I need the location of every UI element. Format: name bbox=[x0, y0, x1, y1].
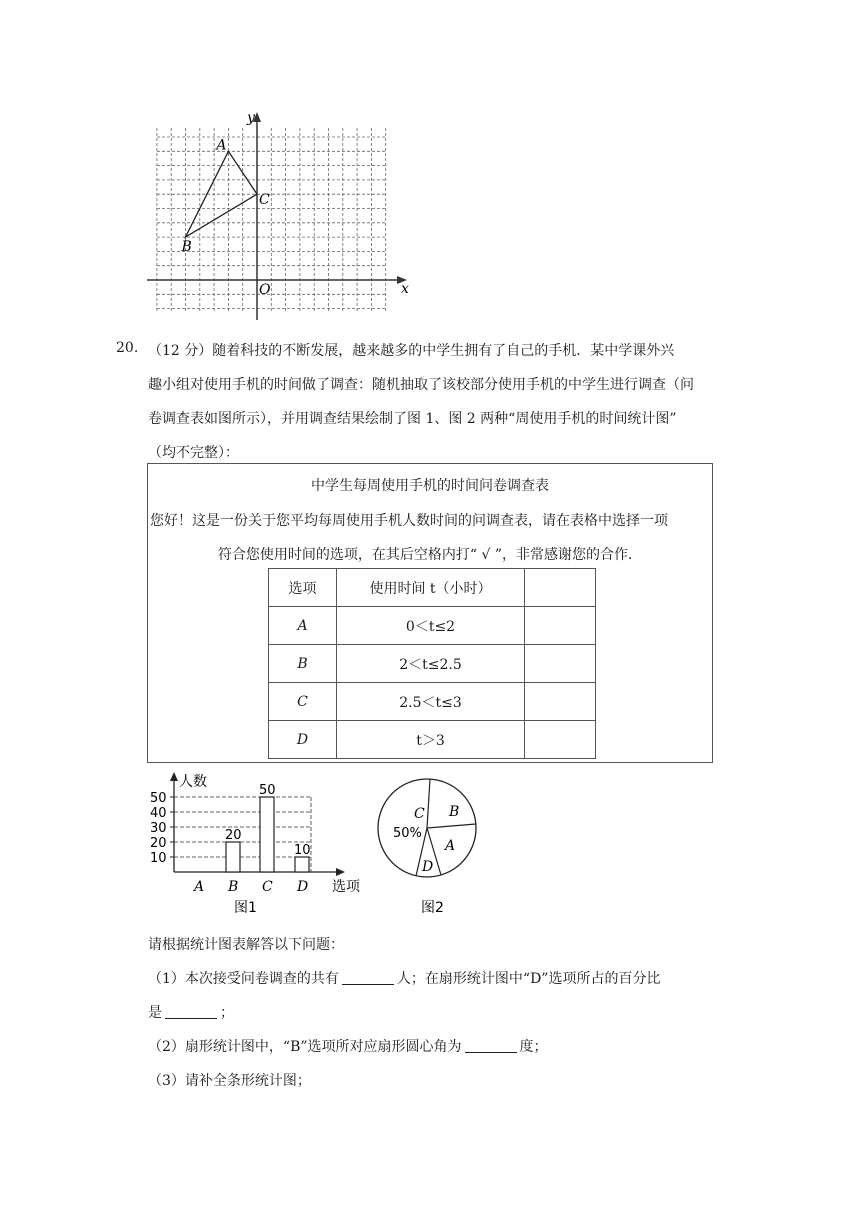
range-cell: 2＜t≤2.5 bbox=[337, 645, 525, 683]
option-cell: C bbox=[269, 683, 337, 721]
pie-divider-c-b bbox=[427, 779, 430, 828]
option-cell: A bbox=[269, 607, 337, 645]
survey-box bbox=[147, 463, 713, 763]
answer-blank-b-angle[interactable] bbox=[465, 1038, 517, 1053]
check-cell bbox=[525, 645, 596, 683]
bar-xlabel: 选项 bbox=[332, 879, 360, 895]
task-1-line-1 bbox=[148, 968, 660, 988]
bar-d bbox=[295, 857, 309, 872]
answer-blank-d-percent[interactable] bbox=[165, 1004, 217, 1019]
question-line-4: （均不完整）： bbox=[148, 445, 239, 461]
point-label-a: A bbox=[216, 137, 227, 154]
x-tick-label: D bbox=[297, 879, 309, 895]
pie-annotation-50: 50% bbox=[393, 826, 422, 841]
bar-data-label: 20 bbox=[225, 828, 242, 843]
survey-intro-line-1: 您好！这是一份关于您平均每周使用手机人数时间的问调查表，请在表格中选择一项 bbox=[150, 513, 668, 529]
range-cell: t＞3 bbox=[337, 721, 525, 759]
check-cell bbox=[525, 683, 596, 721]
header-option: 选项 bbox=[269, 569, 337, 607]
bar-data-label: 10 bbox=[294, 843, 311, 858]
task-1-text-c: 是 bbox=[148, 1005, 162, 1021]
pie-label-d: D bbox=[422, 859, 434, 875]
pie-label-b: B bbox=[449, 804, 460, 820]
bar-ylabel: 人数 bbox=[179, 774, 207, 790]
check-cell bbox=[525, 607, 596, 645]
question-line-2: 趣小组对使用手机的时间做了调查：随机抽取了该校部分使用手机的中学生进行调查（问 bbox=[148, 377, 694, 393]
survey-title: 中学生每周使用手机的时间问卷调查表 bbox=[311, 478, 549, 494]
y-tick-label: 10 bbox=[150, 851, 167, 866]
bar-x-axis-arrow bbox=[336, 868, 345, 876]
option-cell: D bbox=[269, 721, 337, 759]
x-tick-label: C bbox=[262, 879, 273, 895]
task-1-text-b: 人；在扇形统计图中“D”选项所占的百分比 bbox=[396, 971, 661, 987]
range-cell: 2.5＜t≤3 bbox=[337, 683, 525, 721]
pie-chart-figure-2 bbox=[372, 772, 492, 920]
answer-blank-total[interactable] bbox=[342, 970, 394, 985]
triangle-outline bbox=[186, 151, 258, 237]
task-1-text-d: ； bbox=[220, 1005, 234, 1021]
pie-divider-b-a bbox=[427, 824, 476, 828]
task-2-line bbox=[148, 1036, 548, 1056]
pie-chart-title: 图2 bbox=[421, 900, 444, 916]
table-header-row bbox=[269, 569, 596, 607]
range-cell: 0＜t≤2 bbox=[337, 607, 525, 645]
option-cell: B bbox=[269, 645, 337, 683]
bar-c bbox=[260, 797, 274, 872]
table-row bbox=[269, 607, 596, 645]
tasks-intro: 请根据统计图表解答以下问题： bbox=[148, 937, 344, 953]
header-time: 使用时间 t（小时） bbox=[337, 569, 525, 607]
y-tick-label: 20 bbox=[150, 836, 167, 851]
table-row bbox=[269, 683, 596, 721]
pie-label-c: C bbox=[414, 806, 425, 822]
question-line-3: 卷调查表如图所示），并用调查结果绘制了图 1、图 2 两种“周使用手机的时间统计图” bbox=[148, 411, 677, 427]
point-label-b: B bbox=[181, 239, 192, 256]
survey-options-table bbox=[268, 568, 596, 759]
y-tick-label: 50 bbox=[150, 791, 167, 806]
task-1-line-2 bbox=[148, 1002, 234, 1022]
task-1-text-a: （1）本次接受问卷调查的共有 bbox=[148, 971, 339, 987]
header-check bbox=[525, 569, 596, 607]
y-axis-label: y bbox=[247, 110, 255, 126]
x-tick-label: A bbox=[194, 879, 205, 895]
point-label-c: C bbox=[259, 192, 270, 209]
pie-label-a: A bbox=[445, 838, 456, 854]
y-tick-label: 30 bbox=[150, 821, 167, 836]
y-tick-label: 40 bbox=[150, 806, 167, 821]
origin-label: O bbox=[259, 282, 271, 298]
question-line-1: （12 分）随着科技的不断发展，越来越多的中学生拥有了自己的手机．某中学课外兴 bbox=[148, 343, 675, 359]
task-2-text-b: 度； bbox=[519, 1039, 548, 1055]
x-tick-label: B bbox=[228, 879, 239, 895]
bar-b bbox=[226, 842, 240, 872]
coordinate-grid-figure bbox=[145, 108, 420, 323]
bar-chart-title: 图1 bbox=[234, 900, 257, 916]
table-row bbox=[269, 721, 596, 759]
check-cell bbox=[525, 721, 596, 759]
bar-chart-figure-1 bbox=[148, 768, 378, 918]
bar-y-axis-arrow bbox=[170, 772, 178, 781]
grid-lines bbox=[157, 128, 386, 311]
bar-data-label: 50 bbox=[259, 783, 276, 798]
task-3-line: （3）请补全条形统计图； bbox=[148, 1073, 311, 1089]
question-number: 20. bbox=[116, 340, 139, 356]
survey-intro-line-2: 符合您使用时间的选项，在其后空格内打“ √ ”，非常感谢您的合作． bbox=[217, 547, 643, 563]
task-2-text-a: （2）扇形统计图中，“B”选项所对应扇形圆心角为 bbox=[148, 1039, 462, 1055]
table-row bbox=[269, 645, 596, 683]
x-axis-label: x bbox=[401, 281, 409, 297]
